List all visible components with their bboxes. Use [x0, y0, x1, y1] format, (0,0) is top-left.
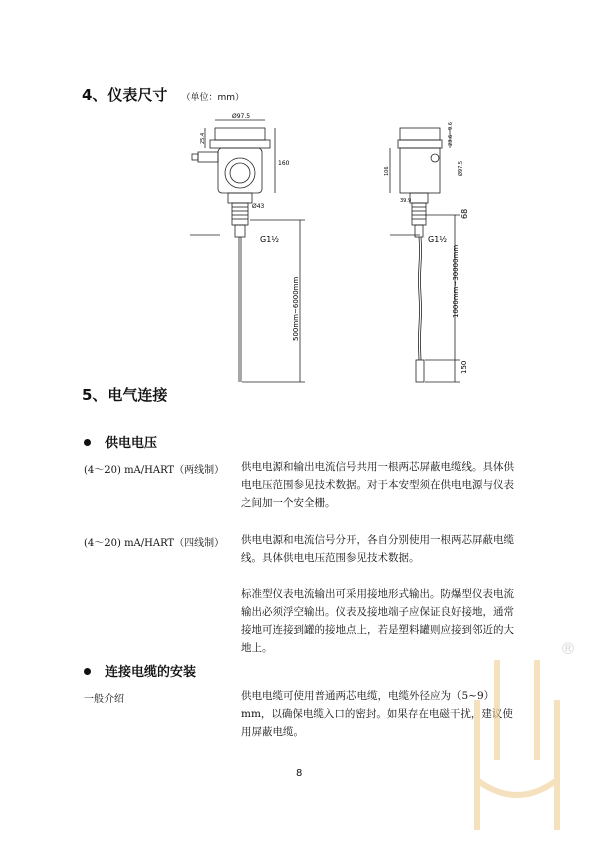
cable-heading-text: 连接电缆的安装: [105, 665, 197, 680]
registered-icon: ®: [560, 639, 576, 658]
section-5-title: 5、电气连接: [82, 386, 168, 404]
supply-label-2: (4～20) mA/HART（四线制）: [84, 538, 225, 549]
page-number: 8: [296, 768, 303, 779]
supply-text-3: 标准型仪表电流输出可采用接地形式输出。防爆型仪表电流输出必须浮空输出。仪表及接地端子应保证良好接地，通常接地可连接到罐的接地点上，若是塑料罐则应接到邻近的大地上。: [241, 588, 514, 654]
right-dim-small: 39.9: [400, 198, 412, 204]
left-dim-flange: Ø43: [252, 203, 265, 210]
right-dim-neck: 68: [460, 208, 469, 219]
cable-heading: [84, 661, 196, 680]
supply-heading: [84, 432, 157, 451]
section-4-heading: 4、仪表尺寸: [82, 86, 168, 104]
drawing-right: [380, 110, 480, 390]
left-thread: G1½: [260, 235, 280, 244]
supply-text-2: 供电电源和电流信号分开，各自分别使用一根两芯屏蔽电缆线。具体供电电压范围参见技术数据。: [241, 534, 514, 564]
supply-label-1: (4～20) mA/HART（两线制）: [84, 465, 225, 476]
cable-text: 供电电缆可使用普通两芯电缆，电缆外径应为（5~9）mm，以确保电缆入口的密封。如果存在电磁干扰，建议使用屏蔽电缆。: [241, 690, 513, 738]
bullet-icon: [84, 439, 91, 446]
right-length: 1000mm~30000mm: [452, 244, 460, 318]
left-dim-cap: 25.4: [200, 132, 206, 144]
left-dim-top: Ø97.5: [232, 113, 251, 120]
drawing-left: [180, 110, 330, 390]
supply-heading-text: 供电电压: [105, 436, 158, 451]
right-tail: 150: [460, 360, 468, 374]
section-4-title: [82, 84, 244, 105]
left-cap: [215, 128, 265, 140]
watermark-logo: [462, 639, 576, 840]
unit-note: （单位：mm）: [181, 93, 244, 103]
right-dim-top: 9.6: [448, 122, 454, 130]
left-dim-body: 160: [278, 160, 290, 167]
right-thread: G1½: [428, 235, 448, 244]
right-dim-body: 106: [384, 166, 390, 176]
right-cap: [400, 128, 440, 140]
supply-text-1: 供电电源和输出电流信号共用一根两芯屏蔽电缆线。具体供电电压范围参见技术数据。对于本安型须在供电电源与仪表之间加一个安全栅。: [241, 461, 514, 509]
cable-label: 一般介绍: [84, 694, 124, 705]
right-dim-cap: 23.6: [448, 134, 454, 146]
right-dim-diam: Ø97.5: [458, 160, 464, 176]
left-length: 500mm~6000mm: [292, 276, 300, 341]
bullet-icon: [84, 668, 91, 675]
